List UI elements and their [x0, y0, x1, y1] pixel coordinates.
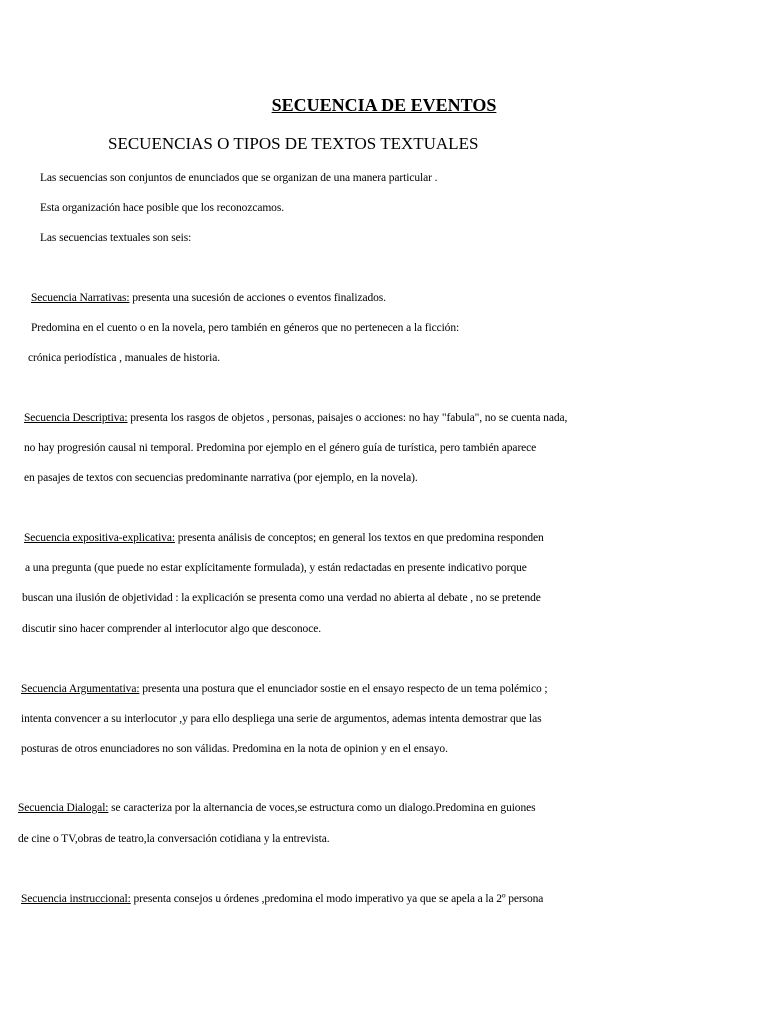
section-text: presenta una postura que el enunciador sostie en el ensayo respecto de un tema polémico ;: [139, 683, 548, 695]
document-subtitle: SECUENCIAS O TIPOS DE TEXTOS TEXTUALES: [108, 134, 479, 153]
section-text: en pasajes de textos con secuencias predominante narrativa (por ejemplo, en la novela).: [24, 472, 418, 484]
section-text: de cine o TV,obras de teatro,la conversación cotidiana y la entrevista.: [18, 833, 330, 845]
document-title: SECUENCIA DE EVENTOS: [271, 95, 497, 115]
section-text: presenta una sucesión de acciones o eventos finalizados.: [129, 292, 386, 304]
intro-line: Las secuencias textuales son seis:: [40, 232, 192, 244]
section-term: Secuencia Dialogal:: [18, 802, 109, 814]
section-narrativa: [31, 291, 386, 305]
section-text: discutir sino hacer comprender al interlocutor algo que desconoce.: [22, 623, 321, 635]
section-text: a una pregunta (que puede no estar explícitamente formulada), y están redactadas en presente indicativo porque: [25, 562, 527, 574]
section-text: presenta los rasgos de objetos , personas, paisajes o acciones: no hay "fabula", no se cuenta nada,: [127, 412, 568, 424]
section-expositiva: [24, 531, 544, 545]
section-text: se caracteriza por la alternancia de voces,se estructura como un dialogo.Predomina en guiones: [108, 802, 536, 814]
section-term: Secuencia Argumentativa:: [21, 683, 140, 695]
section-text: crónica periodística , manuales de historia.: [28, 352, 220, 364]
section-term: Secuencia Descriptiva:: [24, 412, 128, 424]
section-dialogal: [18, 801, 536, 815]
section-text: no hay progresión causal ni temporal. Predomina por ejemplo en el género guía de turística, pero también aparece: [24, 442, 537, 454]
section-text: buscan una ilusión de objetividad : la explicación se presenta como una verdad no abierta al debate , no se pretende: [22, 592, 541, 604]
intro-line: Las secuencias son conjuntos de enunciados que se organizan de una manera particular .: [40, 172, 438, 184]
section-term: Secuencia expositiva-explicativa:: [24, 532, 175, 544]
section-term: Secuencia instruccional:: [21, 893, 131, 905]
section-term: Secuencia Narrativas:: [31, 292, 130, 304]
section-text: presenta consejos u órdenes ,predomina el modo imperativo ya que se apela a la 2º persona: [130, 893, 544, 905]
section-argumentativa: [21, 682, 547, 696]
intro-line: Esta organización hace posible que los reconozcamos.: [40, 202, 284, 214]
section-text: presenta análisis de conceptos; en general los textos en que predomina responden: [174, 532, 544, 544]
section-text: posturas de otros enunciadores no son válidas. Predomina en la nota de opinion y en el ensayo.: [21, 743, 448, 755]
section-text: Predomina en el cuento o en la novela, pero también en géneros que no pertenecen a la ficción:: [31, 322, 460, 334]
section-instruccional: [21, 892, 543, 906]
section-descriptiva: [24, 411, 567, 425]
section-text: intenta convencer a su interlocutor ,y para ello despliega una serie de argumentos, ademas intenta demostrar que las: [21, 713, 542, 725]
